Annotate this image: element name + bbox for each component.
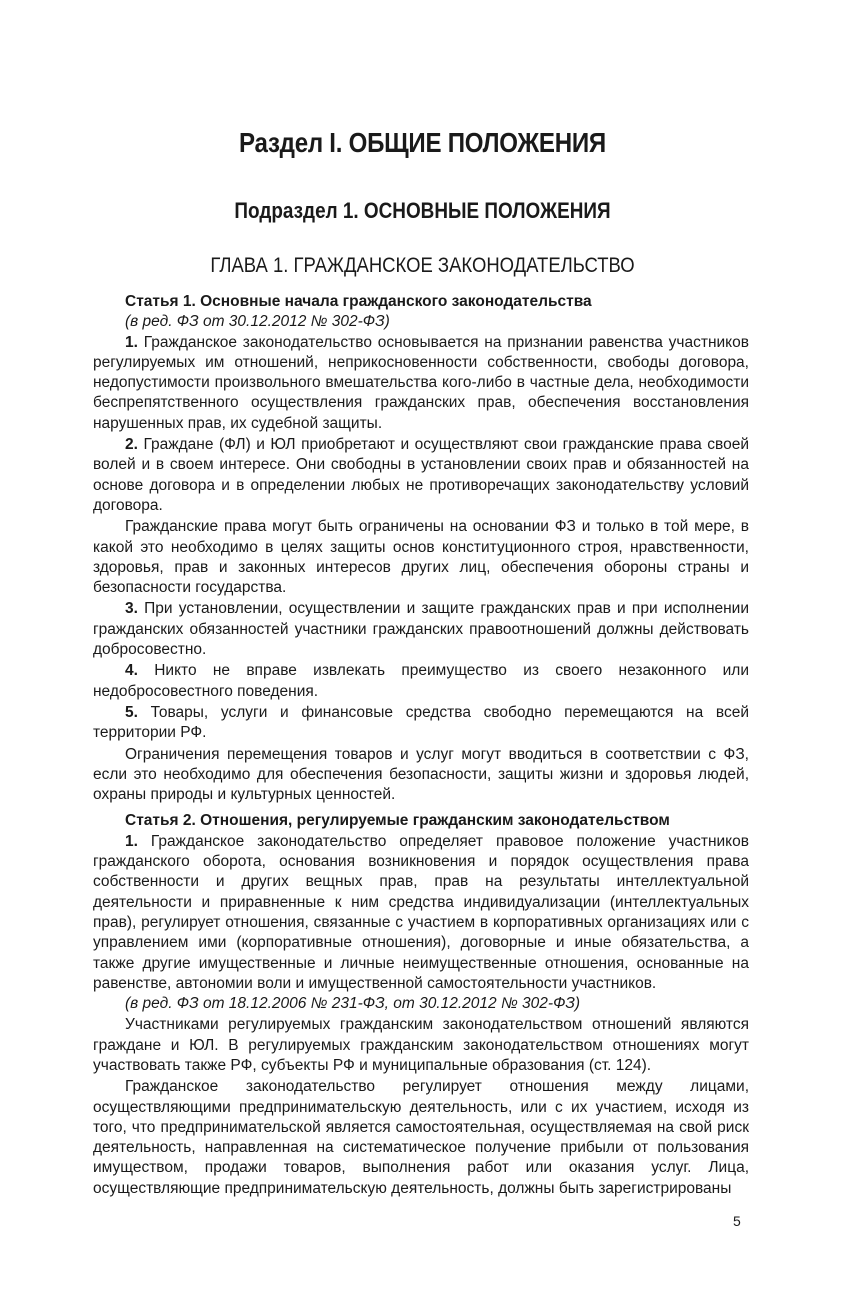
paragraph-number: 4.: [125, 662, 138, 680]
document-body: [93, 292, 749, 1199]
article-2-paragraph-1: [93, 832, 749, 994]
paragraph-number: 3.: [125, 600, 138, 618]
article-1-paragraph-2: [93, 435, 749, 516]
paragraph-number: 1.: [125, 832, 138, 850]
article-2-paragraph-3: Гражданское законодательство регулирует отношения между лицами, осуществляющими предпринимательскую деятельность, или с их участием, исходя из того, что предпринимательской является самостоятельная, осуществляемая на свой риск деятельность, направленная на систематическое получение прибыли от пользования имуществом, продажи товаров, выполнения работ или оказания услуг. Лица, осуществляющие предпринимательскую деятельность, должны быть зарегистрированы: [93, 1078, 749, 1197]
article-1-paragraph-5b: Ограничения перемещения товаров и услуг могут вводиться в соответствии с ФЗ, если это необходимо для обеспечения безопасности, защиты жизни и здоровья людей, охраны природы и культурных ценностей.: [93, 745, 749, 804]
article-2-amendment: (в ред. ФЗ от 18.12.2006 № 231-ФЗ, от 30.12.2012 № 302-ФЗ): [125, 995, 581, 1013]
article-1-paragraph-5: [93, 703, 749, 744]
paragraph-number: 1.: [125, 333, 138, 351]
paragraph-text: Гражданское законодательство основывается на признании равенства участников регулируемых им отношений, неприкосновенности собственности, свободы договора, недопустимости произвольного вмешательства кого-либо в частные дела, необходимости беспрепятственного осуществления гражданских прав, обеспечения восстановления нарушенных прав, их судебной защиты.: [93, 333, 749, 432]
paragraph-text: Никто не вправе извлекать преимущество из своего незаконного или недобросовестного поведения.: [93, 662, 749, 700]
article-1-paragraph-2b: Гражданские права могут быть ограничены на основании ФЗ и только в той мере, в какой это необходимо в целях защиты основ конституционного строя, нравственности, здоровья, прав и законных интересов других лиц, обеспечения обороны страны и безопасности государства.: [93, 518, 749, 597]
article-1-paragraph-4: [93, 661, 749, 702]
section-title: Раздел I. ОБЩИЕ ПОЛОЖЕНИЯ: [239, 127, 606, 158]
paragraph-text: Гражданское законодательство определяет правовое положение участников гражданского оборота, основания возникновения и порядок осуществления права собственности и других вещных прав, прав на результаты интеллектуальной деятельности и приравненные к ним средства индивидуализации (интеллектуальных прав), регулирует отношения, связанные с участием в корпоративных организациях или с управлением ими (корпоративные отношения), договорные и иные обязательства, а также другие имущественные и личные неимущественные отношения, основанные на равенстве, автономии воли и имущественной самостоятельности участников.: [93, 832, 749, 992]
article-2-paragraph-2: Участниками регулируемых гражданским законодательством отношений являются граждане и ЮЛ. В регулируемых гражданским законодательством отношениях могут участвовать также РФ, субъекты РФ и муниципальные образования (ст. 124).: [93, 1016, 749, 1074]
paragraph-number: 2.: [125, 436, 138, 454]
article-1-paragraph-3: [93, 599, 749, 660]
article-1-amendment: (в ред. ФЗ от 30.12.2012 № 302-ФЗ): [125, 313, 390, 331]
chapter-title: ГЛАВА 1. ГРАЖДАНСКОЕ ЗАКОНОДАТЕЛЬСТВО: [210, 254, 635, 277]
paragraph-text: Граждане (ФЛ) и ЮЛ приобретают и осуществляют свои гражданские права своей волей и в своем интересе. Они свободны в установлении своих прав и обязанностей на основе договора и в определении любых не противоречащих законодательству условий договора.: [93, 436, 749, 514]
article-1-paragraph-1: [93, 333, 749, 434]
subsection-title: Подраздел 1. ОСНОВНЫЕ ПОЛОЖЕНИЯ: [234, 198, 611, 223]
page-number: 5: [733, 1213, 741, 1229]
paragraph-text: Товары, услуги и финансовые средства свободно перемещаются на всей территории РФ.: [93, 703, 749, 742]
paragraph-text: При установлении, осуществлении и защите гражданских прав и при исполнении гражданских обязанностей участники гражданских правоотношений должны действовать добросовестно.: [93, 600, 749, 659]
article-1-heading: Статья 1. Основные начала гражданского законодательства: [125, 293, 592, 310]
article-2-heading: Статья 2. Отношения, регулируемые гражданским законодательством: [125, 812, 670, 830]
paragraph-number: 5.: [125, 703, 138, 721]
